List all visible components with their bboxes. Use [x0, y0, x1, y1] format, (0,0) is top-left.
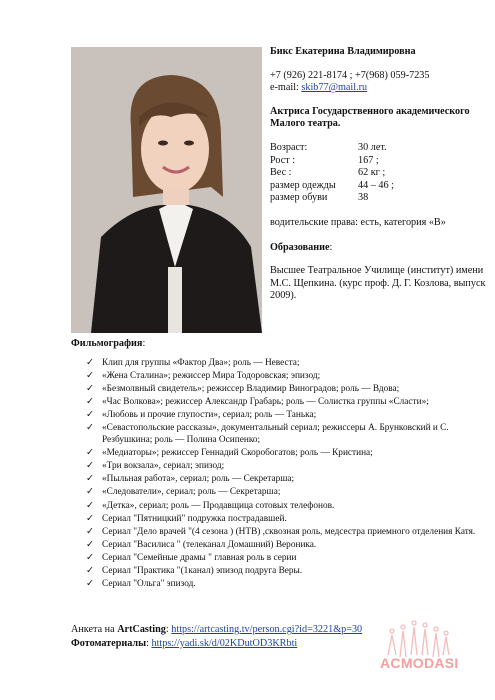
- stat-label: размер одежды: [270, 179, 336, 191]
- check-icon: ✓: [86, 526, 94, 537]
- anketa-link[interactable]: https://artcasting.tv/person.cgi?id=3221&p=30: [171, 624, 363, 635]
- profile-photo: [71, 47, 262, 333]
- stats-table: [270, 142, 490, 205]
- stat-value: 38: [358, 192, 369, 204]
- check-icon: ✓: [86, 397, 94, 408]
- check-icon: ✓: [86, 384, 94, 395]
- anketa-line: Анкета на ArtCasting: https://artcasting.tv/person.cgi?id=3221&p=30: [71, 624, 363, 635]
- check-icon: ✓: [86, 513, 94, 524]
- film-text: «Жена Сталина»; режиссер Мира Тодоровская; эпизод;: [102, 371, 321, 382]
- photo-link[interactable]: https://yadi.sk/d/02KDutOD3KRbti: [151, 638, 298, 650]
- list-item: [86, 384, 486, 396]
- profile-info: [270, 46, 490, 303]
- education-heading-text: Образование: [270, 241, 330, 253]
- list-item: [86, 358, 486, 370]
- stat-row-shoe-size: [270, 192, 490, 205]
- film-text: «Следователи», сериал; роль — Секретарша;: [102, 487, 281, 498]
- film-text: Сериал "Практика "(1канал) эпизод подруга Веры.: [102, 566, 303, 576]
- email-link[interactable]: skib77@mail.ru: [301, 82, 368, 94]
- film-text: Сериал "Дело врачей "(4 сезона ) (НТВ) ,сквозная роль, медсестра приемного отделения Катя.: [102, 526, 476, 537]
- stat-value: 44 – 46 ;: [358, 179, 394, 191]
- education-heading: Образование:: [270, 241, 333, 253]
- film-text: Сериал "Пятницкий" подружка пострадавшей.: [102, 513, 287, 524]
- check-icon: ✓: [86, 539, 94, 550]
- list-item: [86, 410, 486, 422]
- film-text: «Любовь и прочие глупости», сериал; роль — Танька;: [102, 410, 317, 421]
- check-icon: ✓: [86, 500, 94, 511]
- film-text: «Севастопольские рассказы», документальный сериал; режиссеры А. Брунковский и С. Резбушкина; роль — Полина Осипенко;: [102, 423, 449, 446]
- list-item: [86, 540, 486, 552]
- phone-numbers: +7 (926) 221-8174 ; +7(968) 059-7235: [270, 69, 430, 81]
- list-item: [86, 423, 486, 446]
- check-icon: ✓: [86, 371, 94, 382]
- film-text: «Детка», сериал; роль — Продавщица сотовых телефонов.: [102, 500, 335, 511]
- list-item: [86, 566, 486, 578]
- stat-label: Возраст:: [270, 141, 308, 153]
- check-icon: ✓: [86, 552, 94, 563]
- photo-line: Фотоматериалы: https://yadi.sk/d/02KDutOD3KRbti: [71, 638, 298, 650]
- filmography-heading: Фильмография:: [71, 338, 146, 349]
- education-text: Высшее Театральное Училище (институт) имени М.С. Щепкина. (курс проф. Д. Г. Козлова, выпуск 2009).: [270, 265, 486, 302]
- stat-label: Рост :: [270, 154, 296, 166]
- stat-value: 30 лет.: [358, 141, 387, 153]
- stat-row-clothing-size: [270, 180, 490, 193]
- list-item: [86, 371, 486, 383]
- check-icon: ✓: [86, 566, 94, 576]
- filmography-heading-text: Фильмография: [71, 338, 143, 349]
- stat-label: размер обуви: [270, 192, 328, 204]
- list-item: [86, 448, 486, 460]
- film-text: «Безмолвный свидетель»; режиссер Владимир Виноградов; роль — Вдова;: [102, 384, 400, 395]
- list-item: [86, 501, 486, 513]
- anketa-label: Анкета на: [71, 624, 115, 635]
- film-text: «Медиаторы»; режиссер Геннадий Скоробогатов; роль — Кристина;: [102, 448, 373, 459]
- photo-label: Фотоматериалы: [71, 638, 147, 650]
- film-text: Клип для группы «Фактор Два»; роль — Невеста;: [102, 358, 300, 368]
- film-text: Сериал "Василиса " (телеканал Домашний) Вероника.: [102, 539, 317, 550]
- check-icon: ✓: [86, 358, 94, 368]
- check-icon: ✓: [86, 579, 94, 590]
- check-icon: ✓: [86, 461, 94, 472]
- stat-value: 167 ;: [358, 154, 379, 166]
- email-line: [270, 82, 490, 95]
- stat-row-height: [270, 155, 490, 168]
- watermark-text: ACMODASI: [380, 655, 459, 671]
- list-item: [86, 461, 486, 473]
- actor-name: Бикс Екатерина Владимировна: [270, 46, 416, 57]
- film-text: «Три вокзала», сериал; эпизод;: [102, 461, 225, 472]
- stat-label: Вес :: [270, 167, 292, 179]
- list-item: [86, 579, 486, 591]
- theatre-affiliation: Актриса Государственного академического Малого театра.: [270, 105, 470, 130]
- filmography-list: [86, 358, 486, 592]
- film-text: «Час Волкова»; режиссер Александр Грабарь; роль — Солистка группы «Сласти»;: [102, 397, 429, 408]
- film-text: Сериал "Семейные драмы " главная роль в серии: [102, 552, 297, 563]
- list-item: [86, 553, 486, 565]
- check-icon: ✓: [86, 448, 94, 459]
- film-text: Сериал "Ольга" эпизод.: [102, 579, 196, 590]
- check-icon: ✓: [86, 410, 94, 421]
- check-icon: ✓: [86, 474, 94, 485]
- footer-links: [71, 623, 362, 651]
- check-icon: ✓: [86, 487, 94, 498]
- list-item: [86, 397, 486, 409]
- stat-row-age: [270, 142, 490, 155]
- check-icon: ✓: [86, 423, 94, 434]
- stat-row-weight: [270, 167, 490, 180]
- film-text: «Пыльная работа», сериал; роль — Секретарша;: [102, 474, 295, 485]
- driving-license: водительские права: есть, категория «B»: [270, 216, 446, 228]
- list-item: [86, 514, 486, 526]
- stat-value: 62 кг ;: [358, 167, 386, 179]
- anketa-site: ArtCasting: [117, 624, 166, 635]
- portrait-illustration: [71, 47, 262, 333]
- list-item: [86, 474, 486, 486]
- email-label: e-mail:: [270, 82, 299, 94]
- list-item: [86, 527, 486, 539]
- list-item: [86, 487, 486, 499]
